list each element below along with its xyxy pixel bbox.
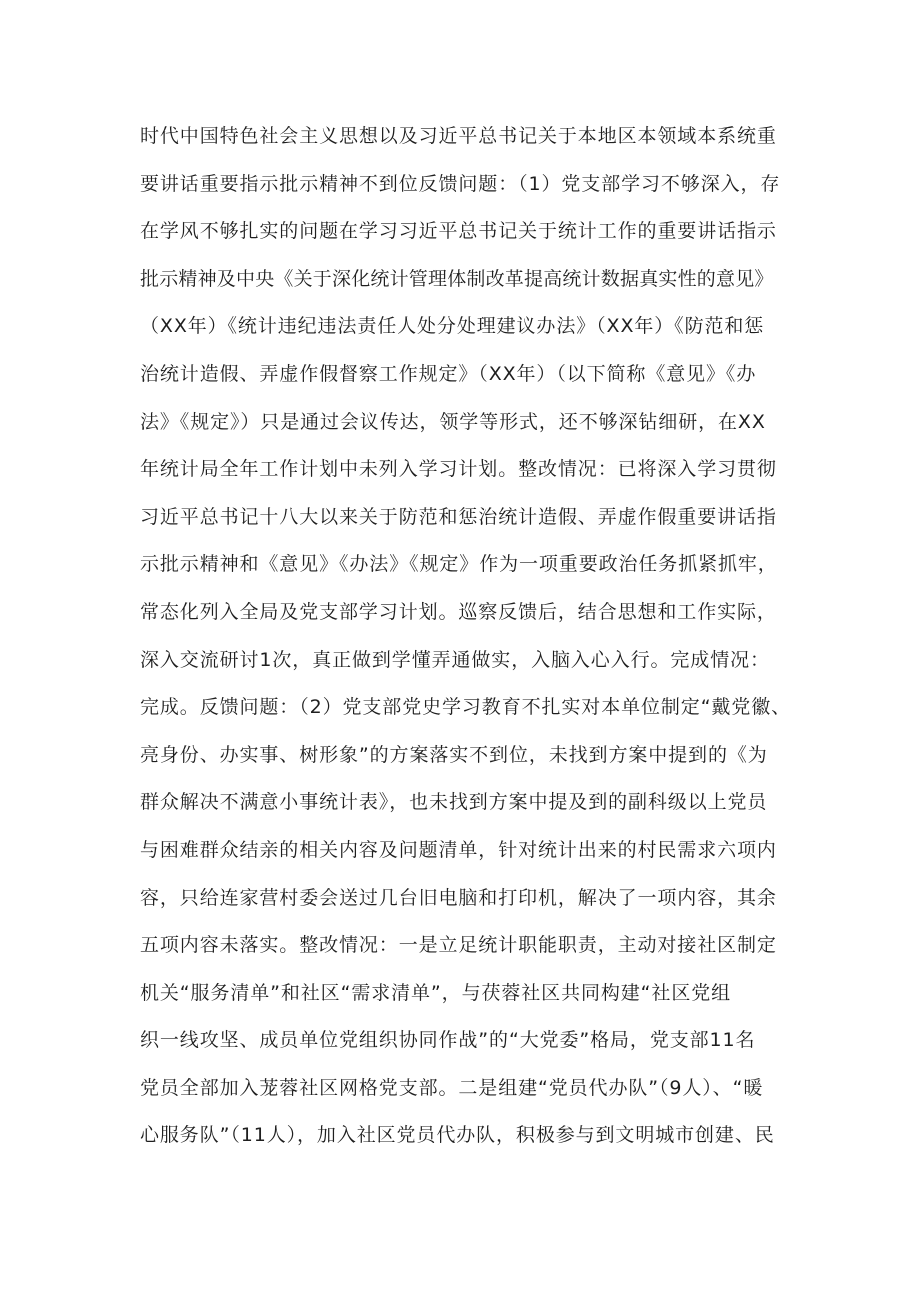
text-line: 治统计造假、弄虚作假督察工作规定》（XX年）（以下简称《意见》《办 xyxy=(140,362,757,385)
text-line: 党员全部加入茏蓉社区网格党支部。二是组建“党员代办队”（9人）、“暖 xyxy=(140,1076,764,1099)
text-line: 要讲话重要指示批示精神不到位反馈问题：（1）党支部学习不够深入，存 xyxy=(140,172,781,195)
text-line: 法》《规定》）只是通过会议传达，领学等形式，还不够深钻细研，在XX xyxy=(140,410,766,433)
text-line: 亮身份、办实事、树形象”的方案落实不到位，未找到方案中提到的《为 xyxy=(140,743,768,766)
text-line: 批示精神及中央《关于深化统计管理体制改革提高统计数据真实性的意见》 xyxy=(140,267,774,290)
text-line: 时代中国特色社会主义思想以及习近平总书记关于本地区本领域本系统重 xyxy=(140,125,777,147)
text-line: 完成。反馈问题：（2）党支部党史学习教育不扎实对本单位制定“戴党徽、 xyxy=(140,696,792,719)
text-line: 示批示精神和《意见》《办法》《规定》作为一项重要政治任务抓紧抓牢， xyxy=(140,553,778,576)
text-line: 习近平总书记十八大以来关于防范和惩治统计造假、弄虚作假重要讲话指 xyxy=(140,505,777,528)
text-line: 与困难群众结亲的相关内容及问题清单，针对统计出来的村民需求六项内 xyxy=(140,838,777,861)
text-line: 五项内容未落实。整改情况：一是立足统计职能职责，主动对接社区制定 xyxy=(140,934,777,957)
text-line: 织一线攻坚、成员单位党组织协同作战”的“大党委”格局，党支部11名 xyxy=(140,1029,756,1052)
text-line: 在学风不够扎实的问题在学习习近平总书记关于统计工作的重要讲话指示 xyxy=(140,220,777,243)
text-line: 容，只给连家营村委会送过几台旧电脑和打印机，解决了一项内容，其余 xyxy=(140,886,777,909)
text-line: 常态化列入全局及党支部学习计划。巡察反馈后，结合思想和工作实际， xyxy=(140,600,777,623)
text-line: 心服务队”（11人），加入社区党员代办队，积极参与到文明城市创建、民 xyxy=(140,1124,775,1147)
text-line: 年统计局全年工作计划中未列入学习计划。整改情况：已将深入学习贯彻 xyxy=(140,458,777,481)
text-line: 群众解决不满意小事统计表》，也未找到方案中提及到的副科级以上党员 xyxy=(140,791,768,814)
text-line: （XX年）《统计违纪违法责任人处分处理建议办法》（XX年）《防范和惩 xyxy=(140,315,765,338)
text-line: 机关“服务清单”和社区“需求清单”，与茯蓉社区共同构建“社区党组 xyxy=(140,981,732,1004)
text-line: 深入交流研讨1次，真正做到学懂弄通做实，入脑入心入行。完成情况： xyxy=(140,648,770,671)
body-text xyxy=(140,113,800,1160)
